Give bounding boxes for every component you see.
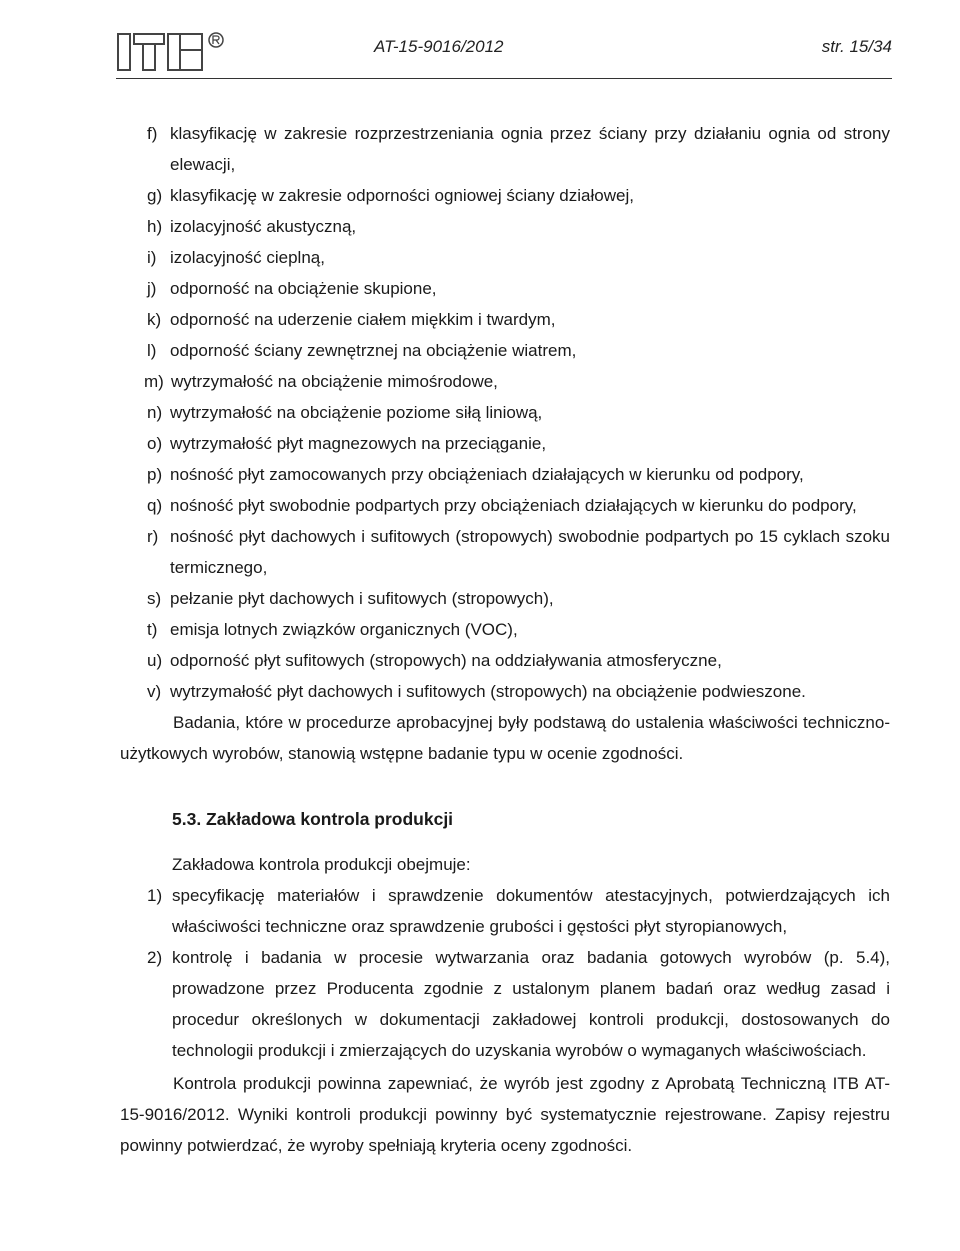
list-item (120, 304, 890, 335)
numbered-marker: 1) (147, 886, 163, 905)
list-item-text: wytrzymałość na obciążenie poziome siłą liniową, (170, 403, 543, 422)
list-item (120, 366, 890, 397)
closing-paragraph: Kontrola produkcji powinna zapewniać, że wyrób jest zgodny z Aprobatą Techniczną ITB AT-15-9016/2012. Wyniki kontroli produkcji powinny być systematycznie rejestrowane. Zapisy rejestru powinny potwierdzać, że wyroby spełniają kryteria oceny zgodności. (120, 1074, 890, 1155)
list-item (120, 521, 890, 583)
list-marker: u) (147, 651, 163, 670)
list-item-text: nośność płyt dachowych i sufitowych (stropowych) swobodnie podpartych po 15 cyklach szoku termicznego, (170, 527, 890, 577)
list-item (120, 273, 890, 304)
list-item-text: klasyfikację w zakresie odporności ogniowej ściany działowej, (170, 186, 634, 205)
list-marker: g) (147, 186, 163, 205)
list-item (120, 459, 890, 490)
test-list (120, 118, 890, 707)
list-item-text: nośność płyt swobodnie podpartych przy obciążeniach działających w kierunku do podpory, (170, 496, 857, 515)
list-item-text: wytrzymałość płyt magnezowych na przeciąganie, (170, 434, 547, 453)
list-item (120, 676, 890, 707)
list-item-text: izolacyjność akustyczną, (170, 217, 357, 236)
numbered-item (120, 880, 890, 942)
list-item (120, 242, 890, 273)
list-item (120, 645, 890, 676)
list-marker: i) (147, 248, 157, 267)
document-id: AT-15-9016/2012 (374, 37, 504, 56)
page-number: str. 15/34 (821, 37, 892, 56)
list-marker: k) (147, 310, 162, 329)
itb-logo (116, 30, 226, 74)
list-item-text: nośność płyt zamocowanych przy obciążeniach działających w kierunku od podpory, (170, 465, 804, 484)
numbered-item-text: specyfikację materiałów i sprawdzenie dokumentów atestacyjnych, potwierdzających ich właściwości techniczne oraz sprawdzenie grubości i gęstości płyt styropianowych, (172, 886, 890, 936)
list-marker: q) (147, 496, 163, 515)
document-body (120, 118, 890, 1161)
list-marker: l) (147, 341, 157, 360)
list-item-text: izolacyjność cieplną, (170, 248, 325, 267)
section-heading: 5.3. Zakładowa kontrola produkcji (172, 809, 454, 829)
list-item (120, 211, 890, 242)
list-item-text: wytrzymałość płyt dachowych i sufitowych (stropowych) na obciążenie podwieszone. (170, 682, 806, 701)
list-marker: n) (147, 403, 163, 422)
list-item (120, 118, 890, 180)
page-header (116, 22, 892, 78)
list-marker: m) (144, 372, 164, 391)
list-item-text: odporność na uderzenie ciałem miękkim i twardym, (170, 310, 556, 329)
list-marker: t) (147, 620, 158, 639)
list-item-text: odporność na obciążenie skupione, (170, 279, 437, 298)
numbered-item (120, 942, 890, 1066)
list-item (120, 490, 890, 521)
list-marker: p) (147, 465, 163, 484)
list-item (120, 335, 890, 366)
list-item-text: odporność ściany zewnętrznej na obciążenie wiatrem, (170, 341, 577, 360)
numbered-item-text: kontrolę i badania w procesie wytwarzania oraz badania gotowych wyrobów (p. 5.4), prowadzone przez Producenta zgodnie z ustalonym planem badań oraz według zasad i procedur określonych w dokumentacji zakładowej kontroli produkcji, dostosowanych do technologii produkcji i zmierzających do uzyskania wyrobów o wymaganych właściwościach. (172, 948, 890, 1060)
list-item-text: pełzanie płyt dachowych i sufitowych (stropowych), (170, 589, 554, 608)
list-marker: f) (147, 124, 158, 143)
list-item-text: emisja lotnych związków organicznych (VOC), (170, 620, 518, 639)
list-item-text: odporność płyt sufitowych (stropowych) na oddziaływania atmosferyczne, (170, 651, 722, 670)
paragraph-badania: Badania, które w procedurze aprobacyjnej były podstawą do ustalenia właściwości techniczno-użytkowych wyrobów, stanowią wstępne badanie typu w ocenie zgodności. (120, 713, 890, 763)
list-item (120, 180, 890, 211)
list-marker: o) (147, 434, 163, 453)
list-item (120, 428, 890, 459)
list-marker: h) (147, 217, 163, 236)
list-item (120, 583, 890, 614)
list-marker: v) (147, 682, 162, 701)
header-divider (116, 78, 892, 79)
numbered-marker: 2) (147, 948, 163, 967)
list-item (120, 397, 890, 428)
list-marker: r) (147, 527, 159, 546)
control-list (120, 880, 890, 1066)
list-item-text: klasyfikację w zakresie rozprzestrzeniania ognia przez ściany przy działaniu ognia od strony elewacji, (170, 124, 890, 174)
list-marker: j) (147, 279, 157, 298)
list-item (120, 614, 890, 645)
list-item-text: wytrzymałość na obciążenie mimośrodowe, (171, 372, 498, 391)
list-marker: s) (147, 589, 162, 608)
section-intro: Zakładowa kontrola produkcji obejmuje: (172, 855, 471, 874)
